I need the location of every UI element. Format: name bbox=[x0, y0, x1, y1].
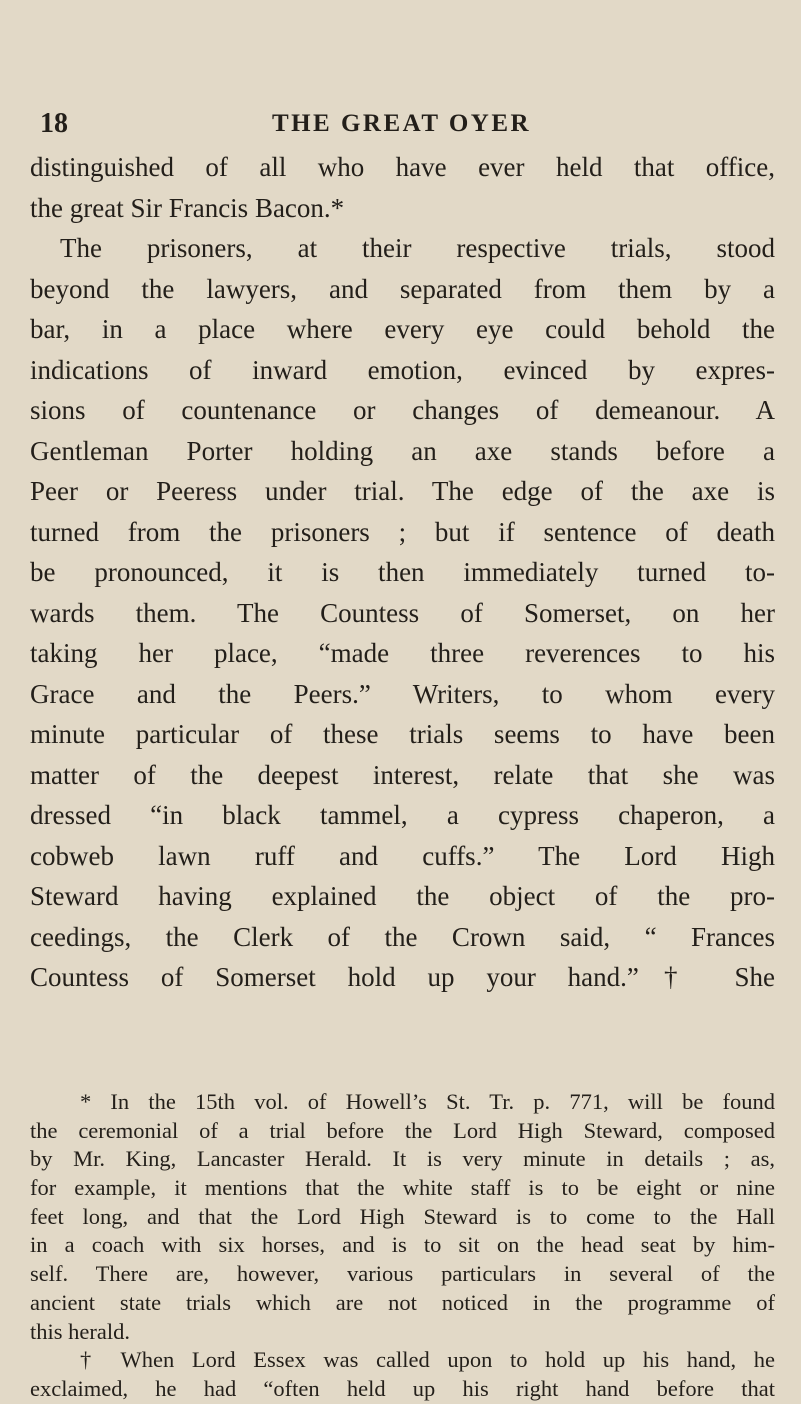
footnotes bbox=[30, 1088, 775, 1404]
footnote-line: this herald. bbox=[30, 1318, 130, 1344]
text-line: Countess of Somerset hold up your hand.”† She bbox=[30, 962, 775, 992]
text-line: bar, in a place where every eye could behold the bbox=[30, 314, 775, 344]
text-line: Peer or Peeress under trial. The edge of the axe is bbox=[30, 476, 775, 506]
footnote-line: by Mr. King, Lancaster Herald. It is very minute in details ; as, bbox=[30, 1146, 775, 1172]
text-line: matter of the deepest interest, relate that she was bbox=[30, 759, 775, 790]
text-line: Steward having explained the object of the pro- bbox=[30, 881, 775, 911]
text-line: be pronounced, it is then immediately turned to- bbox=[30, 557, 775, 587]
footnote-line: the ceremonial of a trial before the Lord High Steward, composed bbox=[30, 1117, 775, 1143]
page-number: 18 bbox=[40, 108, 68, 139]
page-header bbox=[30, 104, 773, 144]
footnote-line: in a coach with six horses, and is to sit on the head seat by him- bbox=[30, 1232, 775, 1258]
text-line: turned from the prisoners ; but if sentence of death bbox=[30, 516, 775, 547]
main-text bbox=[30, 147, 775, 998]
footnote-line: * In the 15th vol. of Howell’s St. Tr. p. 771, will be found bbox=[80, 1089, 775, 1114]
footnote-line: † When Lord Essex was called upon to hold up his hand, he bbox=[80, 1347, 775, 1373]
footnote-line: feet long, and that the Lord High Steward is to come to the Hall bbox=[30, 1203, 775, 1229]
text-line: The prisoners, at their respective trials, stood bbox=[60, 233, 775, 263]
footnote-line: ancient state trials which are not noticed in the programme of bbox=[30, 1289, 775, 1315]
text-line: Grace and the Peers.” Writers, to whom every bbox=[30, 678, 775, 709]
footnote-line: exclaimed, he had “often held up his right hand before that bbox=[30, 1375, 775, 1401]
text-line: Gentleman Porter holding an axe stands before a bbox=[30, 435, 775, 466]
text-line: indications of inward emotion, evinced by expres- bbox=[30, 354, 775, 385]
footnote-line: for example, it mentions that the white staff is to be eight or nine bbox=[30, 1175, 775, 1201]
text-line: ceedings, the Clerk of the Crown said, “ Frances bbox=[30, 921, 775, 952]
text-line: taking her place, “made three reverences to his bbox=[30, 638, 775, 668]
text-line: beyond the lawyers, and separated from them by a bbox=[30, 273, 775, 304]
text-line: dressed “in black tammel, a cypress chaperon, a bbox=[30, 800, 775, 830]
text-line: distinguished of all who have ever held that office, bbox=[30, 152, 775, 182]
text-line: minute particular of these trials seems to have been bbox=[30, 719, 775, 749]
text-line: wards them. The Countess of Somerset, on her bbox=[30, 597, 775, 628]
running-title: THE GREAT OYER bbox=[271, 110, 532, 137]
text-line: sions of countenance or changes of demeanour. A bbox=[30, 395, 775, 425]
footnote-line: self. There are, however, various particulars in several of the bbox=[30, 1261, 775, 1287]
text-line: cobweb lawn ruff and cuffs.” The Lord High bbox=[30, 840, 775, 871]
text-line: the great Sir Francis Bacon.* bbox=[30, 192, 345, 223]
